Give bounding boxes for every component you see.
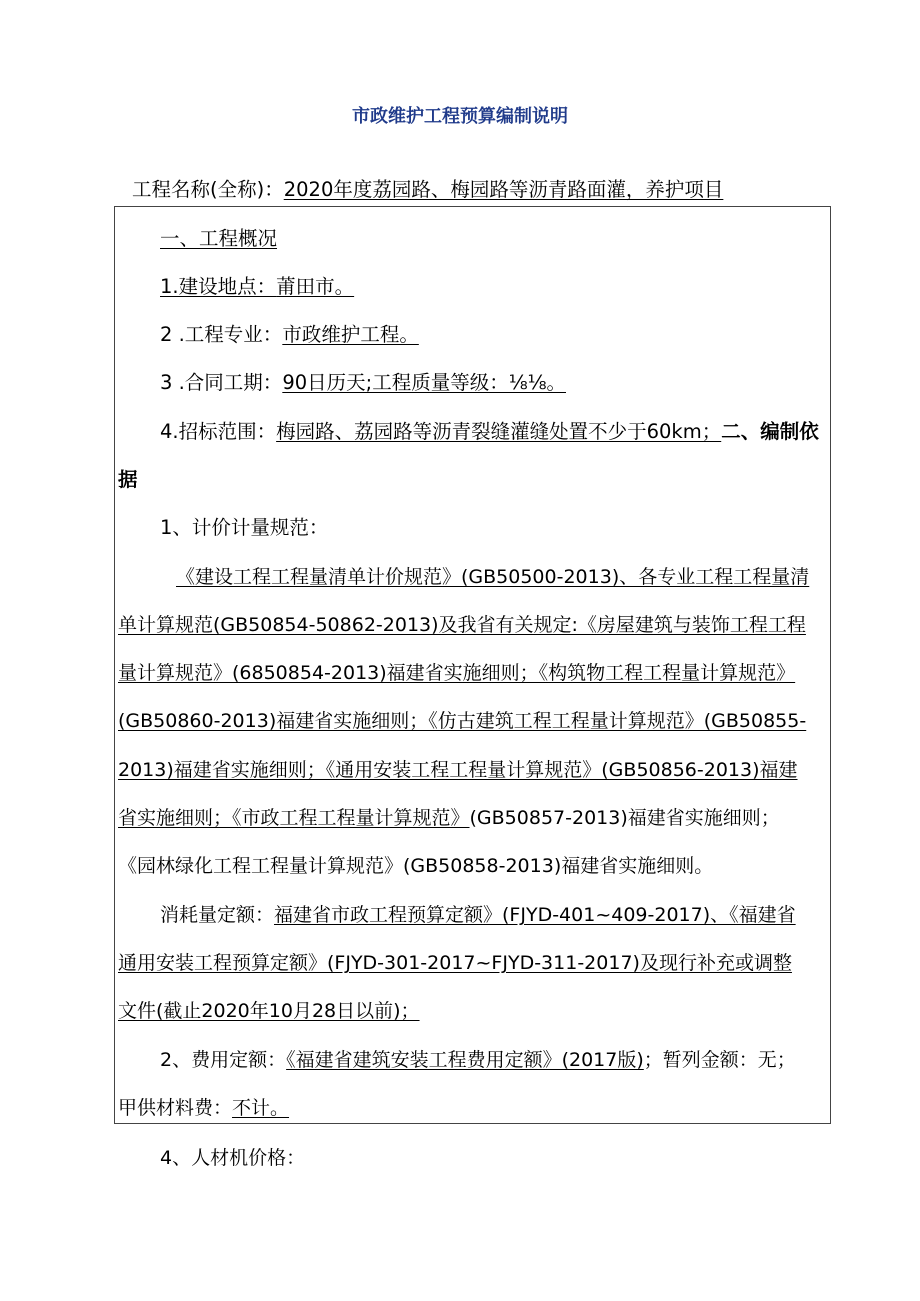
document-title: 市政维护工程预算编制说明 xyxy=(352,106,568,127)
basis-1-line-6-a: 省实施细则；《市政工程工程量计算规范》 xyxy=(118,807,470,829)
project-name-line xyxy=(132,176,723,204)
fee-line xyxy=(160,1046,796,1074)
quota-line-2: 通用安装工程预算定额》(FJYD-301-2017~FJYD-311-2017)及现行补充或调整 xyxy=(118,952,792,974)
quota-line-1 xyxy=(160,901,796,929)
supply-label: 甲供材料费： xyxy=(118,1097,233,1119)
project-name-label: 工程名称(全称)： xyxy=(132,178,284,201)
basis-1-line-7: 《园林绿化工程工程量计算规范》(GB50858-2013)福建省实施细则。 xyxy=(118,855,714,877)
item-2-label: 2 .工程专业： xyxy=(160,323,283,346)
fee-rest: ；暂列金额：无； xyxy=(643,1049,796,1071)
project-name-value: 2020年度荔园路、梅园路等沥青路面灌，养护项目 xyxy=(283,178,724,201)
basis-1-line-4: (GB50860-2013)福建省实施细则；《仿古建筑工程工程量计算规范》(GB50855- xyxy=(118,710,807,732)
section-2-heading-cont: 据 xyxy=(118,468,138,491)
supply-value: 不计。 xyxy=(232,1097,290,1119)
item-1-label: 1.建设地点： xyxy=(160,275,277,298)
basis-1-heading: 1、计价计量规范： xyxy=(160,516,329,539)
item-3-value: 90日历天;工程质量等级：⅛⅛。 xyxy=(282,371,566,394)
quota-line-3: 文件(截止2020年10月28日以前)； xyxy=(118,1000,420,1022)
item-2 xyxy=(160,321,419,349)
quota-label: 消耗量定额： xyxy=(160,904,275,926)
item-4-prices: 4、人材机价格： xyxy=(160,1147,306,1169)
item-1 xyxy=(160,273,354,301)
fee-value: 《福建省建筑安装工程费用定额》(2017版) xyxy=(286,1049,644,1071)
item-3-label: 3 .合同工期： xyxy=(160,371,283,394)
item-4-label: 4.招标范围： xyxy=(160,420,277,443)
item-2-value: 市政维护工程。 xyxy=(282,323,419,346)
item-3 xyxy=(160,369,566,397)
quota-value-1: 福建省市政工程预算定额》(FJYD-401~409-2017)、《福建省 xyxy=(274,904,796,926)
basis-1-line-6-b: (GB50857-2013)福建省实施细则； xyxy=(469,807,780,829)
section-2-heading: 二、编制依 xyxy=(721,420,819,443)
item-1-value: 莆田市。 xyxy=(276,275,355,298)
fee-label: 2、费用定额： xyxy=(160,1049,287,1071)
item-4-value: 梅园路、荔园路等沥青裂缝灌缝处置不少于60km； xyxy=(276,420,722,443)
basis-1-line-1: 《建设工程工程量清单计价规范》(GB50500-2013)、各专业工程工程量清 xyxy=(176,566,810,588)
section-1-heading: 一、工程概况 xyxy=(160,227,278,250)
basis-1-line-2: 单计算规范(GB50854-50862-2013)及我省有关规定:《房屋建筑与装饰工程工程 xyxy=(118,614,806,636)
basis-1-line-3: 量计算规范》(6850854-2013)福建省实施细则；《构筑物工程工程量计算规范》 xyxy=(118,662,796,684)
basis-1-line-5: 2013)福建省实施细则；《通用安装工程工程量计算规范》(GB50856-2013)福建 xyxy=(118,759,798,781)
item-4 xyxy=(160,418,819,446)
supply-line xyxy=(118,1094,289,1122)
basis-1-line-6 xyxy=(118,804,780,832)
